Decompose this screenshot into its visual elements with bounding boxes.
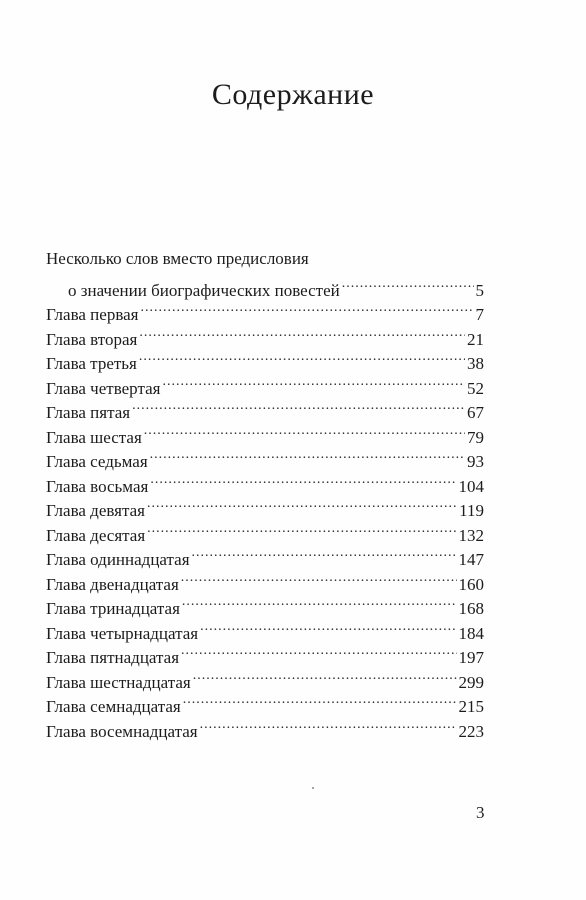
dot-leader	[200, 614, 456, 639]
dot-leader	[181, 639, 456, 664]
toc-entry-label: Глава восемнадцатая	[46, 721, 198, 741]
toc-entry-label: Глава пятая	[46, 403, 131, 422]
toc-entry-label: Глава десятая	[46, 525, 146, 545]
toc-entry-label: Глава девятая	[46, 501, 145, 520]
toc-entry-label: Глава тринадцатая	[46, 599, 180, 618]
dot-leader	[144, 418, 465, 443]
toc-entry-label: Глава шестая	[46, 427, 142, 447]
toc-entry-page: 5	[475, 280, 484, 300]
toc-entry-page: 93	[467, 452, 484, 471]
toc-entry-page: 160	[458, 574, 484, 594]
page-number: 3	[476, 803, 485, 822]
toc-entry-page: 21	[467, 329, 484, 349]
toc-entry-label: Глава третья	[46, 354, 137, 373]
toc-entry-label: Глава пятнадцатая	[46, 648, 180, 667]
print-speck	[312, 787, 314, 789]
toc-entry-label: Глава двенадцатая	[46, 574, 179, 594]
toc-entry-page: 79	[467, 427, 484, 447]
toc-entry-label: Глава четырнадцатая	[46, 623, 199, 643]
toc-entry-page: 67	[467, 403, 484, 422]
dot-leader	[141, 296, 474, 321]
toc-entry-label: Глава семнадцатая	[46, 697, 181, 716]
dot-leader	[200, 712, 457, 737]
toc-entry-label: Глава седьмая	[46, 452, 148, 471]
toc-entry-page: 7	[475, 305, 484, 324]
dot-leader	[181, 565, 457, 590]
dot-leader	[147, 516, 456, 541]
toc-entry-page: 104	[458, 476, 484, 496]
toc-entry-label: Глава первая	[46, 305, 139, 324]
toc-entry-page: 132	[458, 525, 484, 545]
toc-intro-entry	[46, 271, 484, 300]
dot-leader	[139, 320, 465, 345]
dot-leader	[182, 590, 457, 615]
dot-leader	[150, 443, 465, 468]
table-of-contents	[46, 246, 484, 741]
toc-entry-page: 184	[458, 623, 484, 643]
dot-leader	[162, 369, 465, 394]
toc-entry-page: 52	[467, 378, 484, 398]
toc-entry-label: Глава одиннадцатая	[46, 550, 190, 569]
toc-entry-page: 299	[458, 672, 484, 692]
toc-entry-page: 147	[458, 550, 484, 569]
page-title: Содержание	[211, 78, 375, 111]
dot-leader	[192, 541, 457, 566]
toc-entry-page: 223	[458, 721, 484, 741]
toc-entry-label: о значении биографических повестей	[68, 280, 340, 300]
dot-leader	[139, 345, 465, 370]
dot-leader	[193, 663, 457, 688]
toc-entry-page: 38	[467, 354, 484, 373]
dot-leader	[150, 467, 456, 492]
dot-leader	[132, 394, 465, 419]
toc-entry-page: 119	[459, 501, 484, 520]
dot-leader	[342, 271, 474, 296]
toc-entry-page: 168	[458, 599, 484, 618]
dot-leader	[147, 492, 457, 517]
dot-leader	[183, 688, 457, 713]
toc-entry-label: Глава вторая	[46, 329, 138, 349]
toc-entry-page: 215	[458, 697, 484, 716]
toc-intro-line-1: Несколько слов вместо предисловия	[46, 249, 309, 268]
toc-entry-label: Глава четвертая	[46, 378, 161, 398]
toc-entry-label: Глава восьмая	[46, 476, 149, 496]
toc-entry-page: 197	[458, 648, 484, 667]
toc-entry-label: Глава шестнадцатая	[46, 672, 191, 692]
